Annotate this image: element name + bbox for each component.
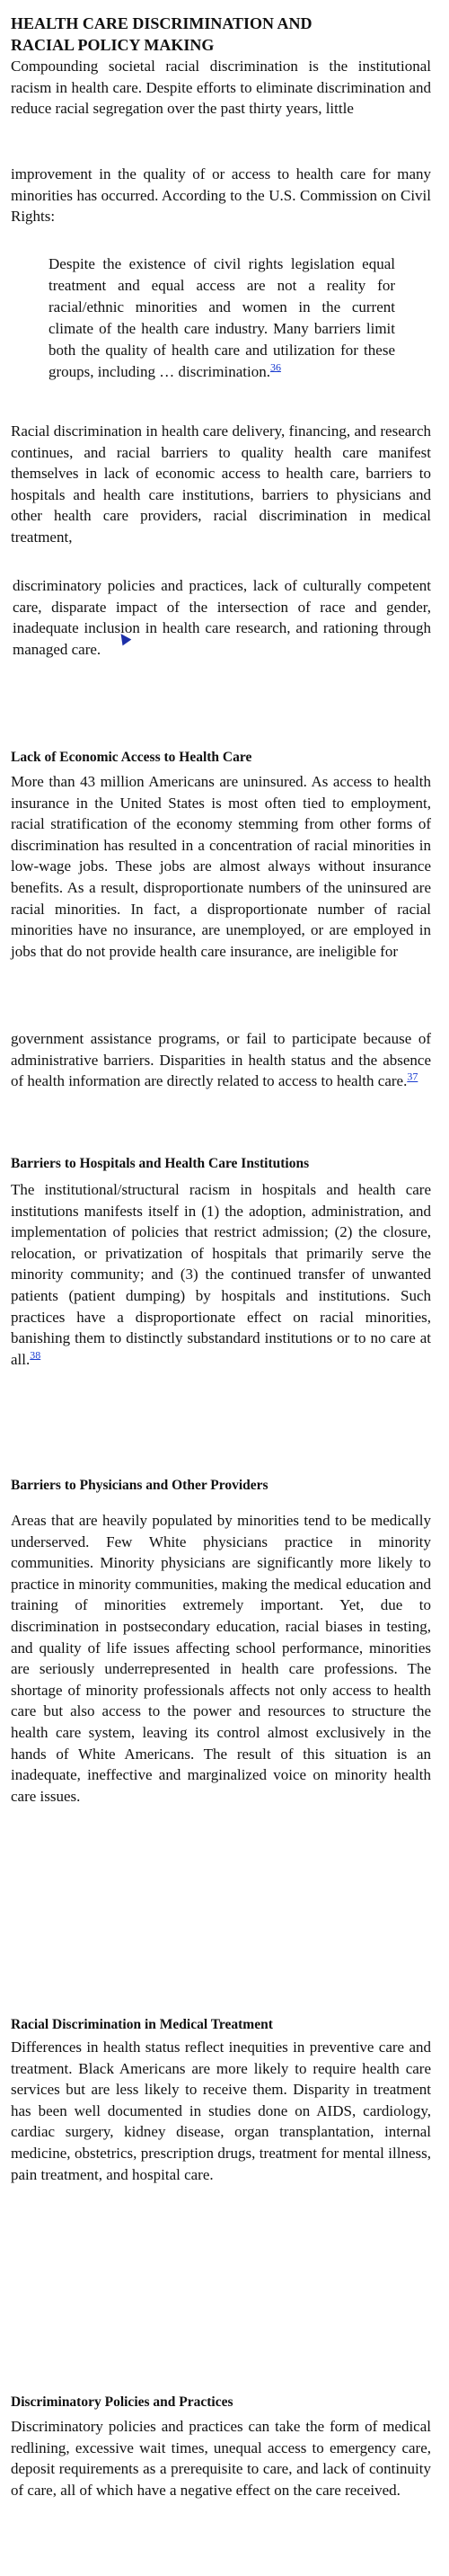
economic-access-paragraph-1: More than 43 million Americans are uninsured. As access to health insurance in the United States is most often tied to employment, racial stratification of the economy stemming from other forms of discrimination has resulted in a concentration of racial minorities in low-wage jobs. These jobs are almost always without insurance benefits. As a result, disproportionate numbers of the uninsured are racial minorities. In fact, a disproportionate number of racial minorities have no insurance, are unemployed, or are employed in jobs that do not provide health care insurance, are ineligible for (11, 773, 431, 960)
title-line-2: RACIAL POLICY MAKING (11, 36, 215, 54)
hospitals-text: The institutional/structural racism in hospitals and health care institutions manifests itself in (1) the adoption, administration, and implementation of policies that restrict admission; (2) the closure, relocation, or privatization of hospitals that primarily serve the minority community; and (3) the continued transfer of unwanted patients (patient dumping) by hospitals and institutions. Such practices have a disproportionate effect on racial minorities, banishing them to distinctly substandard institutions or to no care at all. (11, 1181, 431, 1368)
footnote-link-38[interactable]: 38 (30, 1348, 41, 1362)
intro-paragraph-1: Compounding societal racial discrimination is the institutional racism in health care. Despite efforts to eliminate discrimination and reduce racial segregation over the past thirty years, little (11, 58, 431, 118)
medical-treatment-paragraph: Differences in health status reflect inequities in preventive care and treatment. Black Americans are more likely to require health care services but are less likely to receive them. Disparity in treatment has been well documented in studies done on AIDS, cardiology, cardiac surgery, kidney disease, organ transplantation, internal medicine, obstetrics, prescription drugs, treatment for mental illness, pain treatment, and hospital care. (11, 2039, 431, 2183)
economic-access-paragraph-2 (11, 1028, 431, 1092)
economic-access-text: government assistance programs, or fail to participate because of administrative barriers. Disparities in health status and the absence of health information are directly related to access to health care. (11, 1030, 431, 1090)
block-quote (48, 253, 395, 383)
section-title-economic-access: Lack of Economic Access to Health Care (11, 750, 252, 765)
footnote-link-37[interactable]: 37 (407, 1070, 418, 1083)
intro-paragraph-2: improvement in the quality of or access to health care for many minorities has occurred. According to the U.S. Commission on Civil Rights: (11, 165, 431, 226)
body-paragraph-2: discriminatory policies and practices, lack of culturally competent care, disparate impact of the intersection of race and gender, inadequate inclusion in health care research, and rationing through managed care. (13, 577, 431, 658)
body-paragraph-1: Racial discrimination in health care delivery, financing, and research continues, and racial barriers to quality health care manifest themselves in lack of economic access to health care, barriers to hospitals and health care institutions, barriers to physicians and other health care providers, racial discrimination in medical treatment, (11, 422, 431, 546)
hospitals-paragraph (11, 1179, 431, 1370)
section-title-physicians: Barriers to Physicians and Other Providers (11, 1478, 269, 1493)
title-line-1: HEALTH CARE DISCRIMINATION AND (11, 14, 313, 32)
physicians-paragraph: Areas that are heavily populated by minorities tend to be medically underserved. Few White physicians practice in minority communities. Minority physicians are significantly more likely to practice in minority communities, making the medical education and training of minorities extremely important. Yet, due to discrimination in postsecondary education, racial biases in testing, and quality of life issues affecting school performance, minorities are seriously underrepresented in health care professions. The shortage of minority professionals affects not only access to health care but also access to the power and resources to structure the health care system, leaving its control almost exclusively in the hands of White Americans. The result of this situation is an inadequate, ineffective and marginalized voice on minority health care issues. (11, 1512, 431, 1805)
footnote-link-36[interactable]: 36 (269, 360, 281, 374)
section-title-medical-treatment: Racial Discrimination in Medical Treatment (11, 2017, 273, 2032)
section-title-hospitals: Barriers to Hospitals and Health Care Institutions (11, 1156, 310, 1171)
section-title-policies: Discriminatory Policies and Practices (11, 2394, 233, 2410)
quote-text: Despite the existence of civil rights legislation equal treatment and equal access are not a reality for racial/ethnic minorities and women in the current climate of the health care industry. Many barriers limit both the quality of health care and utilization for these groups, including … discrimination. (48, 255, 395, 380)
policies-paragraph: Discriminatory policies and practices can take the form of medical redlining, excessive wait times, unequal access to emergency care, deposit requirements as a prerequisite to care, and lack of continuity of care, all of which have a negative effect on the care received. (11, 2418, 431, 2499)
page-title (11, 13, 433, 56)
